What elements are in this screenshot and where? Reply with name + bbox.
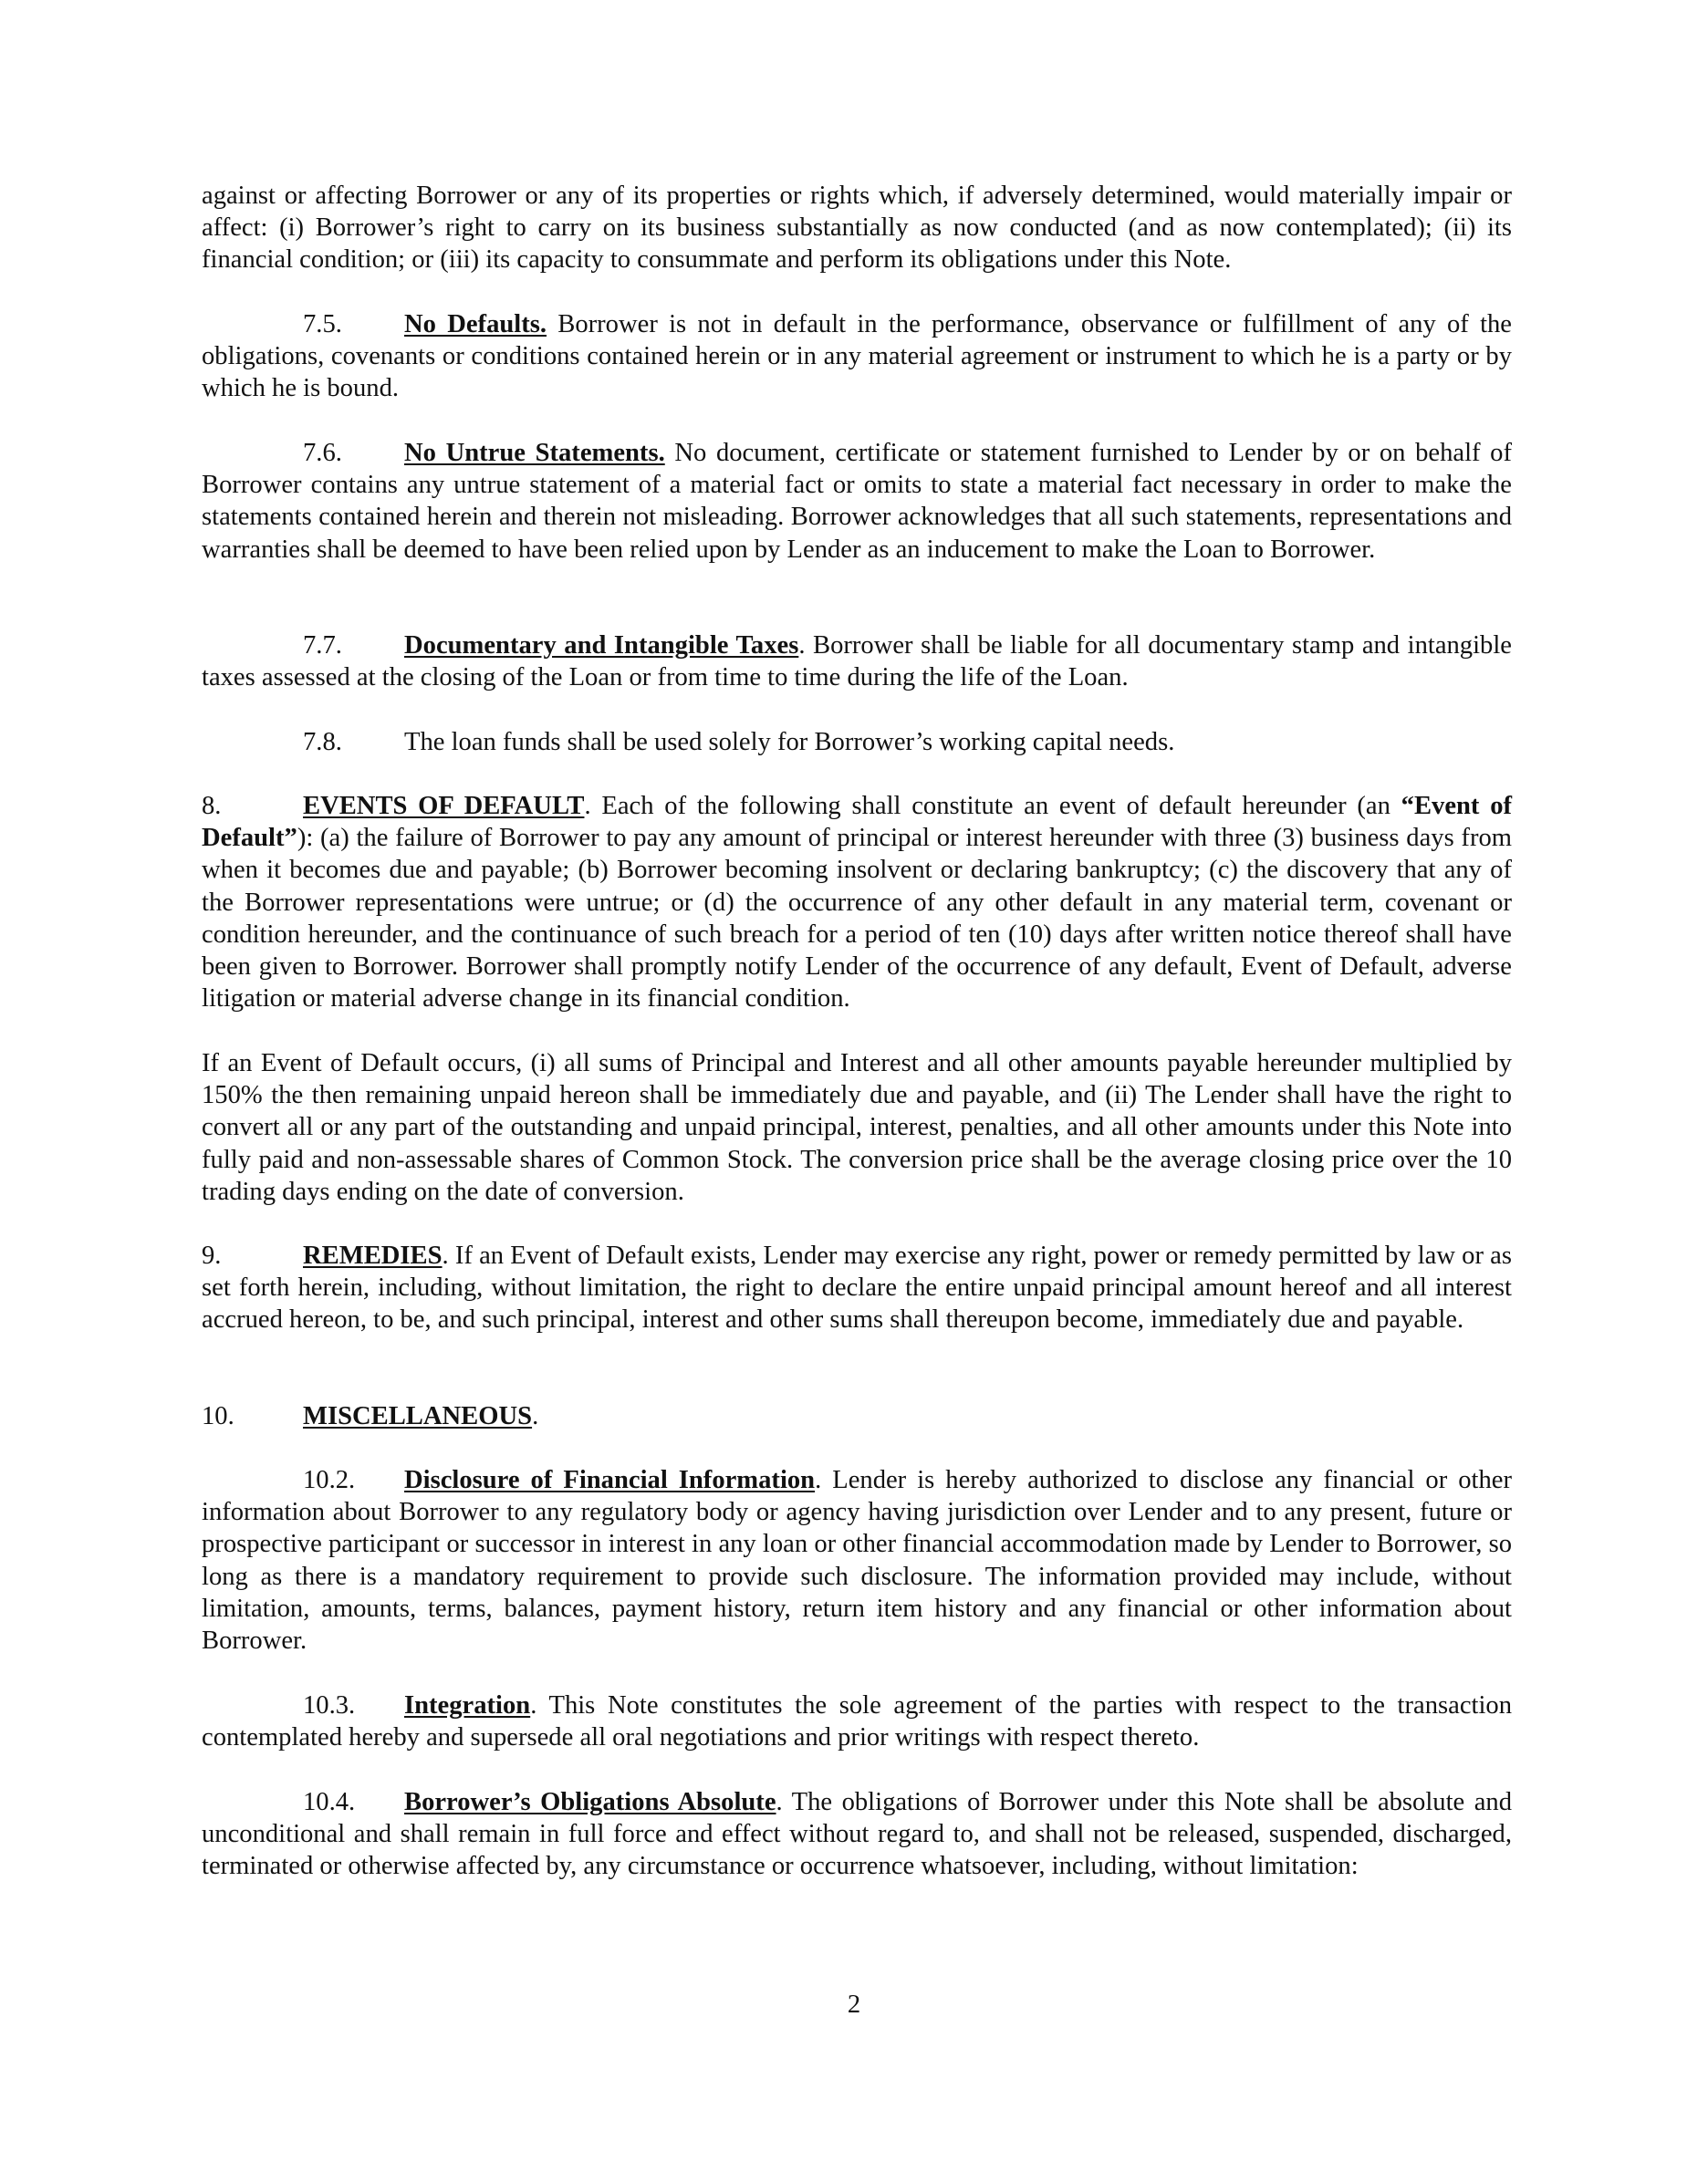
- section-text: . Borrower shall be liable for all documentary stamp and intangible taxes assessed at the closing of the Loan or from time to time during the life of the Loan.: [202, 631, 1512, 692]
- section-text: .: [532, 1402, 539, 1430]
- section-number: 10.: [202, 1402, 234, 1430]
- defined-term: “Event of Default”: [202, 792, 1513, 853]
- section-8-continuation: [202, 1047, 1512, 1208]
- section-heading: EVENTS OF DEFAULT: [303, 792, 585, 820]
- section-text: . This Note constitutes the sole agreement of the parties with respect to the transaction contemplated hereby and supersede all oral negotiations and prior writings with respect thereto.: [202, 1691, 1512, 1752]
- section-7-5: [202, 308, 1512, 405]
- section-10: [202, 1400, 1512, 1432]
- paragraph-text: against or affecting Borrower or any of its properties or rights which, if adversely determined, would materially impair or affect: (i) Borrower’s right to carry on its business substantially as now conducted (and as now contemplated); (ii) its financial condition; or (iii) its capacity to consummate and perform its obligations under this Note.: [202, 182, 1512, 275]
- section-number: 10.3.: [303, 1691, 356, 1720]
- section-heading: REMEDIES: [303, 1242, 443, 1270]
- section-heading: Integration: [404, 1691, 531, 1720]
- section-heading: No Defaults.: [404, 310, 547, 338]
- section-text: The loan funds shall be used solely for Borrower’s working capital needs.: [404, 728, 1175, 756]
- section-heading: MISCELLANEOUS: [303, 1402, 533, 1430]
- section-number: 9.: [202, 1242, 222, 1270]
- paragraph-continuation: [202, 180, 1512, 276]
- section-10-3: [202, 1689, 1512, 1753]
- section-number: 7.5.: [303, 310, 342, 338]
- section-number: 7.8.: [303, 728, 342, 756]
- page-number: 2: [847, 1991, 861, 2019]
- section-number: 8.: [202, 792, 222, 820]
- section-text: Borrower is not in default in the performance, observance or fulfillment of any of the obligations, covenants or conditions contained herein or in any material agreement or instrument to which he is a party or by which he is bound.: [202, 310, 1513, 403]
- section-text: . If an Event of Default exists, Lender may exercise any right, power or remedy permitted by law or as set forth herein, including, without limitation, the right to declare the entire unpaid principal amount hereof and all interest accrued hereon, to be, and such principal, interest and other sums shall thereupon become, immediately due and payable.: [202, 1242, 1512, 1335]
- section-7-8: [202, 726, 1512, 758]
- section-number: 10.4.: [303, 1788, 356, 1816]
- section-10-4: [202, 1786, 1512, 1883]
- section-text: . Lender is hereby authorized to disclose any financial or other information about Borrower to any regulatory body or agency having jurisdiction over Lender and to any present, future or prospective participant or successor in interest in any loan or other financial accommodation made by Lender to Borrower, so long as there is a mandatory requirement to provide such disclosure. The information provided may include, without limitation, amounts, terms, balances, payment history, return item history and any financial or other information about Borrower.: [202, 1466, 1513, 1656]
- section-heading: No Untrue Statements.: [404, 439, 665, 467]
- section-text: . Each of the following shall constitute an event of default hereunder (an: [584, 792, 1401, 820]
- section-7-6: [202, 437, 1512, 566]
- section-10-2: [202, 1464, 1512, 1657]
- section-8: [202, 790, 1512, 1014]
- section-text: . The obligations of Borrower under this Note shall be absolute and unconditional and shall remain in full force and effect without regard to, and shall not be released, suspended, discharged, terminated or otherwise affected by, any circumstance or occurrence whatsoever, including, without limitation:: [202, 1788, 1513, 1881]
- section-text: No document, certificate or statement furnished to Lender by or on behalf of Borrower contains any untrue statement of a material fact or omits to state a material fact necessary in order to make the statements contained herein and therein not misleading. Borrower acknowledges that all such statements, representations and warranties shall be deemed to have been relied upon by Lender as an inducement to make the Loan to Borrower.: [202, 439, 1513, 564]
- section-9: [202, 1240, 1512, 1336]
- section-7-7: [202, 629, 1512, 693]
- section-heading: Disclosure of Financial Information: [404, 1466, 816, 1494]
- section-heading: Borrower’s Obligations Absolute: [404, 1788, 776, 1816]
- section-number: 10.2.: [303, 1466, 356, 1494]
- section-number: 7.6.: [303, 439, 342, 467]
- section-heading: Documentary and Intangible Taxes: [404, 631, 799, 660]
- paragraph-text: If an Event of Default occurs, (i) all sums of Principal and Interest and all other amounts payable hereunder multiplied by 150% the then remaining unpaid hereon shall be immediately due and payable, and (ii) The Lender shall have the right to convert all or any part of the outstanding and unpaid principal, interest, penalties, and all other amounts under this Note into fully paid and non-assessable shares of Common Stock. The conversion price shall be the average closing price over the 10 trading days ending on the date of conversion.: [202, 1049, 1512, 1206]
- section-text: ): (a) the failure of Borrower to pay any amount of principal or interest hereunder with three (3) business days from when it becomes due and payable; (b) Borrower becoming insolvent or declaring bankruptcy; (c) the discovery that any of the Borrower representations were untrue; or (d) the occurrence of any other default in any material term, covenant or condition hereunder, and the continuance of such breach for a period of ten (10) days after written notice thereof shall have been given to Borrower. Borrower shall promptly notify Lender of the occurrence of any default, Event of Default, adverse litigation or material adverse change in its financial condition.: [202, 824, 1512, 1014]
- section-number: 7.7.: [303, 631, 342, 660]
